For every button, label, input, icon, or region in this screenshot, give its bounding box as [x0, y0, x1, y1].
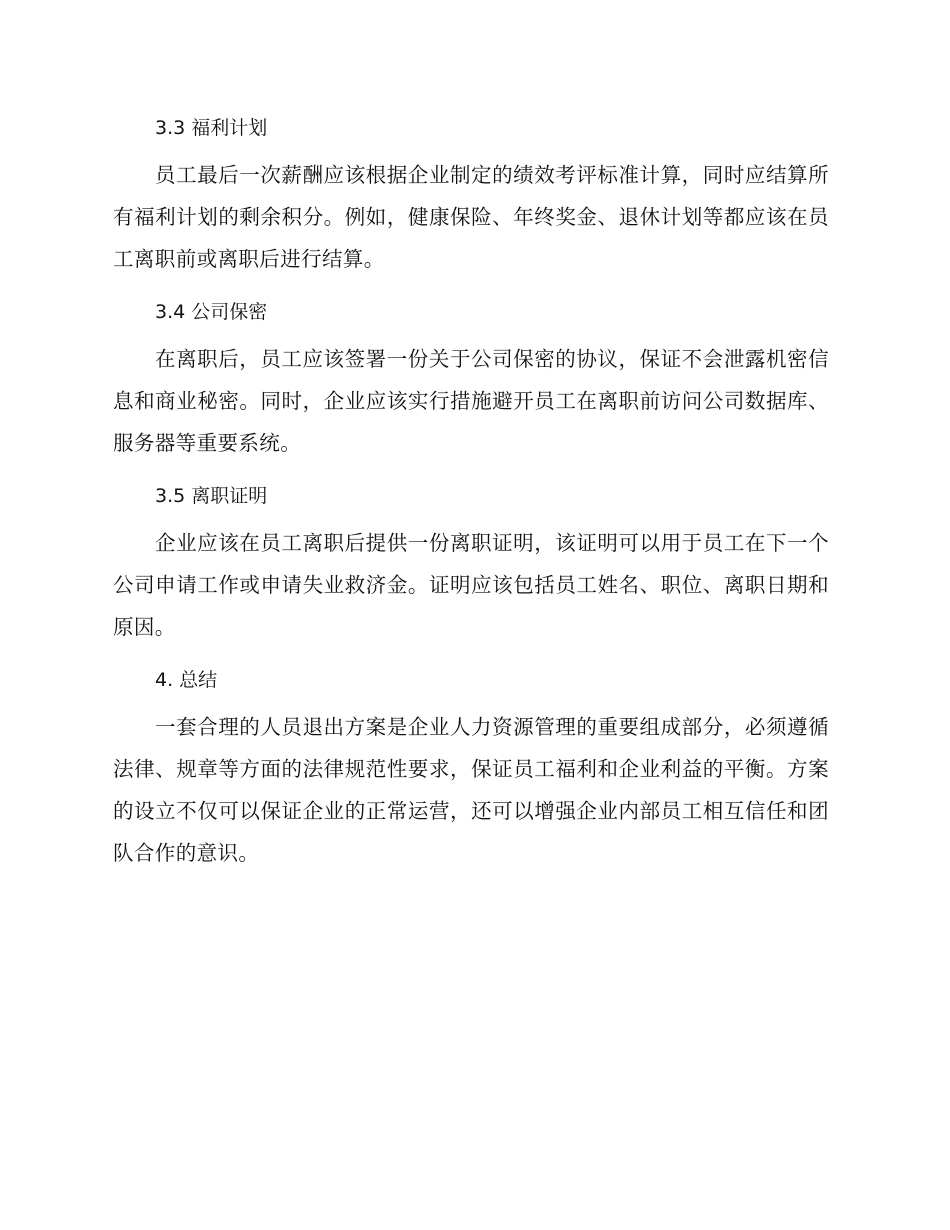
section-heading: 3.3 福利计划 — [155, 117, 268, 139]
section-paragraph: 一套合理的人员退出方案是企业人力资源管理的重要组成部分，必须遵循法律、规章等方面的法律规范性要求，保证员工福利和企业利益的平衡。方案的设立不仅可以保证企业的正常运营，还可以增强企业内部员工相互信任和团队合作的意识。 — [113, 715, 829, 865]
section-confidentiality — [113, 292, 829, 464]
section-heading: 4. 总结 — [155, 669, 218, 691]
section-heading: 3.5 离职证明 — [155, 485, 268, 507]
section-paragraph: 在离职后，员工应该签署一份关于公司保密的协议，保证不会泄露机密信息和商业秘密。同时，企业应该实行措施避开员工在离职前访问公司数据库、服务器等重要系统。 — [113, 347, 829, 455]
section-heading: 3.4 公司保密 — [155, 301, 268, 323]
section-benefits-plan — [113, 108, 829, 280]
document-page — [113, 108, 829, 886]
section-summary — [113, 660, 829, 874]
section-paragraph: 企业应该在员工离职后提供一份离职证明，该证明可以用于员工在下一个公司申请工作或申请失业救济金。证明应该包括员工姓名、职位、离职日期和原因。 — [113, 531, 829, 639]
section-paragraph: 员工最后一次薪酬应该根据企业制定的绩效考评标准计算，同时应结算所有福利计划的剩余积分。例如，健康保险、年终奖金、退休计划等都应该在员工离职前或离职后进行结算。 — [113, 163, 829, 271]
section-separation-certificate — [113, 476, 829, 648]
